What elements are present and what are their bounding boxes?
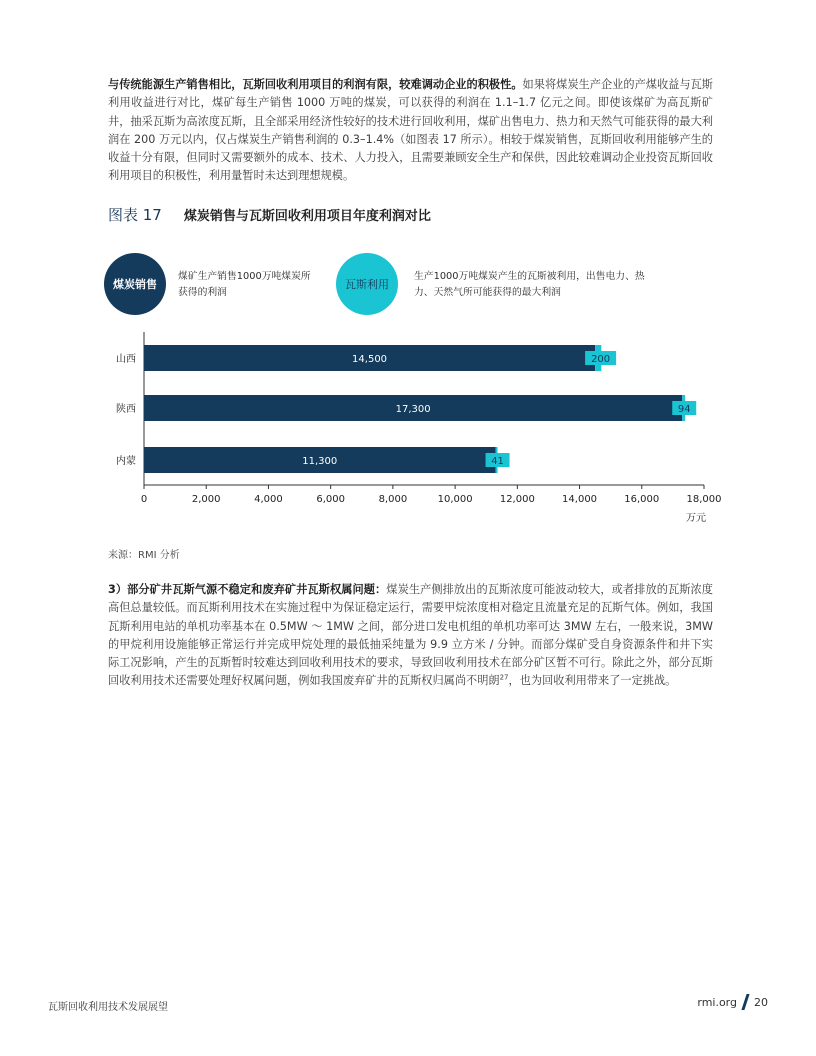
x-tick-label: 10,000 (437, 494, 473, 505)
gas-value-label: 94 (677, 404, 691, 415)
intro-paragraph (108, 76, 713, 186)
issue-paragraph-tail: ，也为回收利用带来了一定挑战。 (508, 674, 677, 688)
footer-divider-slash (741, 994, 749, 1010)
figure-number: 图表 17 (108, 206, 162, 224)
footer-title: 瓦斯回收利用技术发展展望 (48, 1002, 168, 1013)
footnote-ref: 27 (499, 673, 509, 682)
page-number: 20 (754, 995, 768, 1009)
intro-paragraph-text: 如果将煤炭生产企业的产煤收益与瓦斯利用收益进行对比，煤矿每生产销售 1000 万吨的煤炭，可以获得的利润在 1.1–1.7 亿元之间。即使该煤矿为高瓦斯矿井，抽采瓦斯为高浓度瓦斯，且全部采用经济性较好的技术进行回收利用，煤矿出售电力、热力和天然气可能获得的最大利润在 200 万元以内，仅占煤炭生产销售利润的 0.3–1.4%（如图表 17 所示）。相较于煤炭销售，瓦斯回收利用能够产生的收益十分有限，但同时又需要额外的成本、技术、人力投入，且需要兼顾安全生产和保供，因此较难调动企业投资瓦斯回收利用项目的积极性，利用量暂时未达到理想规模。 (108, 78, 713, 183)
x-tick-label: 0 (140, 494, 148, 505)
x-tick-label: 14,000 (562, 494, 598, 505)
category-label: 内蒙 (116, 456, 136, 467)
figure-caption: 煤炭销售与瓦斯回收利用项目年度利润对比 (183, 209, 431, 224)
coal-value-label: 17,300 (395, 404, 431, 415)
issue-paragraph-text: 煤炭生产侧排放出的瓦斯浓度可能波动较大，或者排放的瓦斯浓度高但总量较低。而瓦斯利用技术在实施过程中为保证稳定运行，需要甲烷浓度相对稳定且流量充足的瓦斯气体。例如，我国瓦斯利用电站的单机功率基本在 0.5MW ～ 1MW 之间，部分进口发电机组的单机功率可达 3MW 左右，一般来说，3MW 的甲烷利用设施能够正常运行并完成甲烷处理的最低抽采纯量为 9.9 立方米 / 分钟。而部分煤矿受自身资源条件和井下实际工况影响，产生的瓦斯暂时较难达到回收利用技术的要求，导致回收利用技术在部分矿区暂不可行。除此之外，部分瓦斯回收利用技术还需要处理好权属问题，例如我国废弃矿井的瓦斯权归属尚不明朗 (108, 583, 713, 688)
issue-paragraph (108, 581, 713, 691)
coal-value-label: 11,300 (302, 456, 338, 467)
legend-coal-circle: 煤炭销售 (104, 253, 166, 315)
x-tick-label: 16,000 (624, 494, 660, 505)
profit-bar-chart (100, 332, 740, 532)
legend-coal-description: 煤矿生产销售1000万吨煤炭所获得的利润 (178, 271, 311, 298)
intro-paragraph-bold: 与传统能源生产销售相比，瓦斯回收利用项目的利润有限，较难调动企业的积极性。 (108, 78, 523, 91)
gas-value-label: 41 (491, 456, 504, 467)
x-tick-label: 12,000 (499, 494, 535, 505)
x-tick-label: 6,000 (316, 494, 345, 505)
category-label: 陕西 (116, 404, 136, 415)
x-tick-label: 4,000 (254, 494, 283, 505)
coal-value-label: 14,500 (352, 354, 388, 365)
figure-title (108, 204, 431, 225)
category-label: 山西 (116, 354, 136, 365)
x-tick-label: 8,000 (378, 494, 408, 505)
x-axis-unit: 万元 (686, 513, 706, 524)
footer-site-link[interactable]: rmi.org (697, 995, 737, 1009)
x-tick-label: 2,000 (191, 494, 221, 505)
x-tick-label: 18,000 (686, 494, 722, 505)
gas-value-label: 200 (591, 354, 611, 365)
issue-paragraph-bold: 3）部分矿井瓦斯气源不稳定和废弃矿井瓦斯权属问题： (108, 583, 387, 596)
source-note: 来源：RMI 分析 (108, 550, 180, 561)
legend-gas-description: 生产1000万吨煤炭产生的瓦斯被利用，出售电力、热力、天然气所可能获得的最大利润 (414, 271, 645, 298)
footer-page-info (697, 994, 768, 1010)
legend-gas-circle: 瓦斯利用 (336, 253, 398, 315)
